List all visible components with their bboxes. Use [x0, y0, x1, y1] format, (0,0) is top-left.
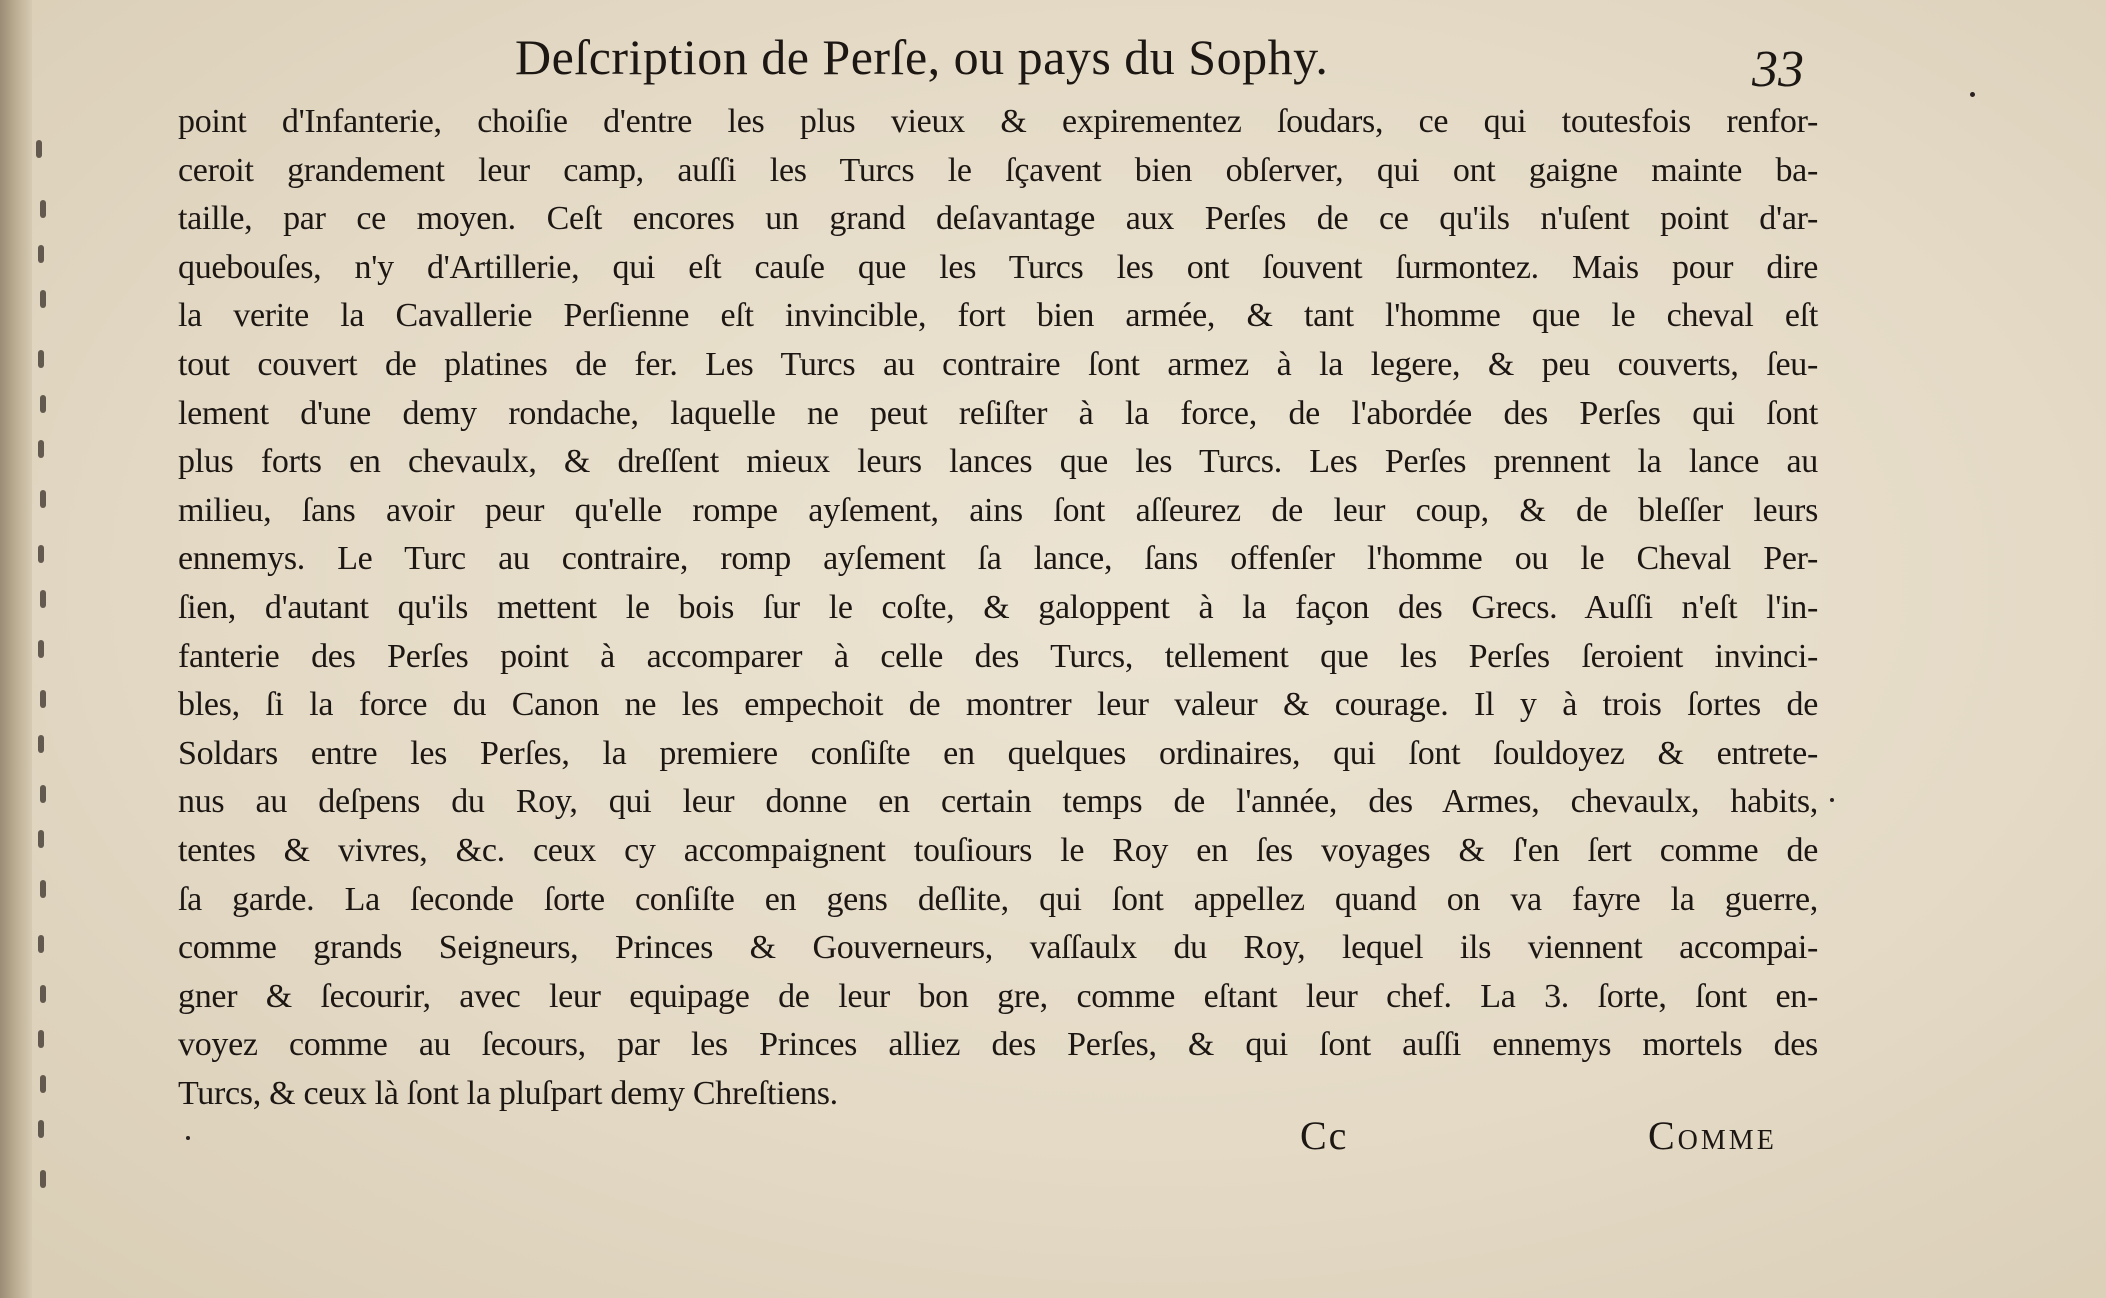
bleed-mark [38, 350, 44, 368]
bleed-mark [40, 290, 46, 308]
text-line: la verite la Cavallerie Perſienne eſt invincible, fort bien armée, & tant l'homme que le cheval eſt [178, 297, 1818, 335]
bleed-mark [40, 590, 46, 608]
text-line: ſien, d'autant qu'ils mettent le bois ſur le coſte, & galoppent à la façon des Grecs. Auſſi n'eſt l'in- [178, 588, 1818, 626]
text-line: ceroit grandement leur camp, auſſi les Turcs le ſçavent bien obſerver, qui ont gaigne mainte ba- [178, 151, 1818, 189]
bleed-mark [38, 935, 44, 953]
text-line: comme grands Seigneurs, Princes & Gouverneurs, vaſſaulx du Roy, lequel ils viennent accompai- [178, 929, 1818, 967]
body-text-block [178, 98, 1818, 1118]
bleed-mark [40, 785, 46, 803]
text-line: fanterie des Perſes point à accomparer à celle des Turcs, tellement que les Perſes ſeroient invinci- [178, 637, 1818, 675]
text-line: ennemys. Le Turc au contraire, romp ayſement ſa lance, ſans offenſer l'homme ou le Cheval Per- [178, 540, 1818, 578]
bleed-mark [40, 200, 46, 218]
text-line: gner & ſecourir, avec leur equipage de leur bon gre, comme eſtant leur chef. La 3. ſorte, ſont en- [178, 977, 1818, 1015]
bleed-mark [40, 985, 46, 1003]
catchword: Comme [1648, 1113, 1777, 1158]
bleed-mark [38, 245, 44, 263]
text-line: milieu, ſans avoir peur qu'elle rompe ayſement, ains ſont aſſeurez de leur coup, & de bleſſer leurs [178, 491, 1818, 529]
ink-speck [1830, 798, 1834, 802]
text-line: point d'Infanterie, choiſie d'entre les plus vieux & expirementez ſoudars, ce qui toutesfois renfor- [178, 103, 1818, 140]
bleed-mark [40, 1170, 46, 1188]
page-number: 33 [1752, 41, 1804, 98]
text-line: lement d'une demy rondache, laquelle ne peut reſiſter à la force, de l'abordée des Perſes qui ſont [178, 394, 1818, 432]
text-line: taille, par ce moyen. Ceſt encores un grand deſavantage aux Perſes de ce qu'ils n'uſent point d'ar- [178, 200, 1818, 238]
text-line: tout couvert de platines de fer. Les Turcs au contraire ſont armez à la legere, & peu couverts, ſeu- [178, 345, 1818, 383]
ink-speck [186, 1136, 190, 1140]
text-line: quebouſes, n'y d'Artillerie, qui eſt cauſe que les Turcs les ont ſouvent ſurmontez. Mais pour dire [178, 248, 1818, 286]
bleed-mark [38, 1120, 44, 1138]
text-line: nus au deſpens du Roy, qui leur donne en certain temps de l'année, des Armes, chevaulx, habits, [178, 783, 1818, 821]
bleed-mark [40, 880, 46, 898]
running-header-title: Deſcription de Perſe, ou pays du Sophy. [515, 29, 1329, 85]
bleed-mark [40, 395, 46, 413]
text-line: bles, ſi la force du Canon ne les empechoit de montrer leur valeur & courage. Il y à trois ſortes de [178, 686, 1818, 724]
bleed-mark [38, 735, 44, 753]
page-gutter-edge [0, 0, 32, 1298]
bleed-mark [38, 545, 44, 563]
bleed-mark [38, 1030, 44, 1048]
bleed-mark [40, 1075, 46, 1093]
text-line: voyez comme au ſecours, par les Princes alliez des Perſes, & qui ſont auſſi ennemys mortels des [178, 1026, 1818, 1064]
text-line: Turcs, & ceux là ſont la pluſpart demy Chreſtiens. [178, 1074, 838, 1112]
text-line: ſa garde. La ſeconde ſorte conſiſte en gens deſlite, qui ſont appellez quand on va fayre la guerre, [178, 880, 1818, 918]
bleed-mark [40, 690, 46, 708]
bleed-mark [38, 440, 44, 458]
bleed-mark [38, 830, 44, 848]
bleed-mark [36, 140, 42, 158]
text-line: Soldars entre les Perſes, la premiere conſiſte en quelques ordinaires, qui ſont ſouldoyez & entrete- [178, 734, 1818, 772]
text-line: plus forts en chevaulx, & dreſſent mieux leurs lances que les Turcs. Les Perſes prennent la lance au [178, 443, 1818, 481]
signature-mark: Cc [1300, 1113, 1349, 1158]
ink-speck [1970, 92, 1975, 97]
bleed-mark [40, 490, 46, 508]
bleed-mark [38, 640, 44, 658]
text-line: tentes & vivres, &c. ceux cy accompaignent touſiours le Roy en ſes voyages & ſ'en ſert comme de [178, 831, 1818, 869]
show-through-marks [32, 0, 52, 1298]
